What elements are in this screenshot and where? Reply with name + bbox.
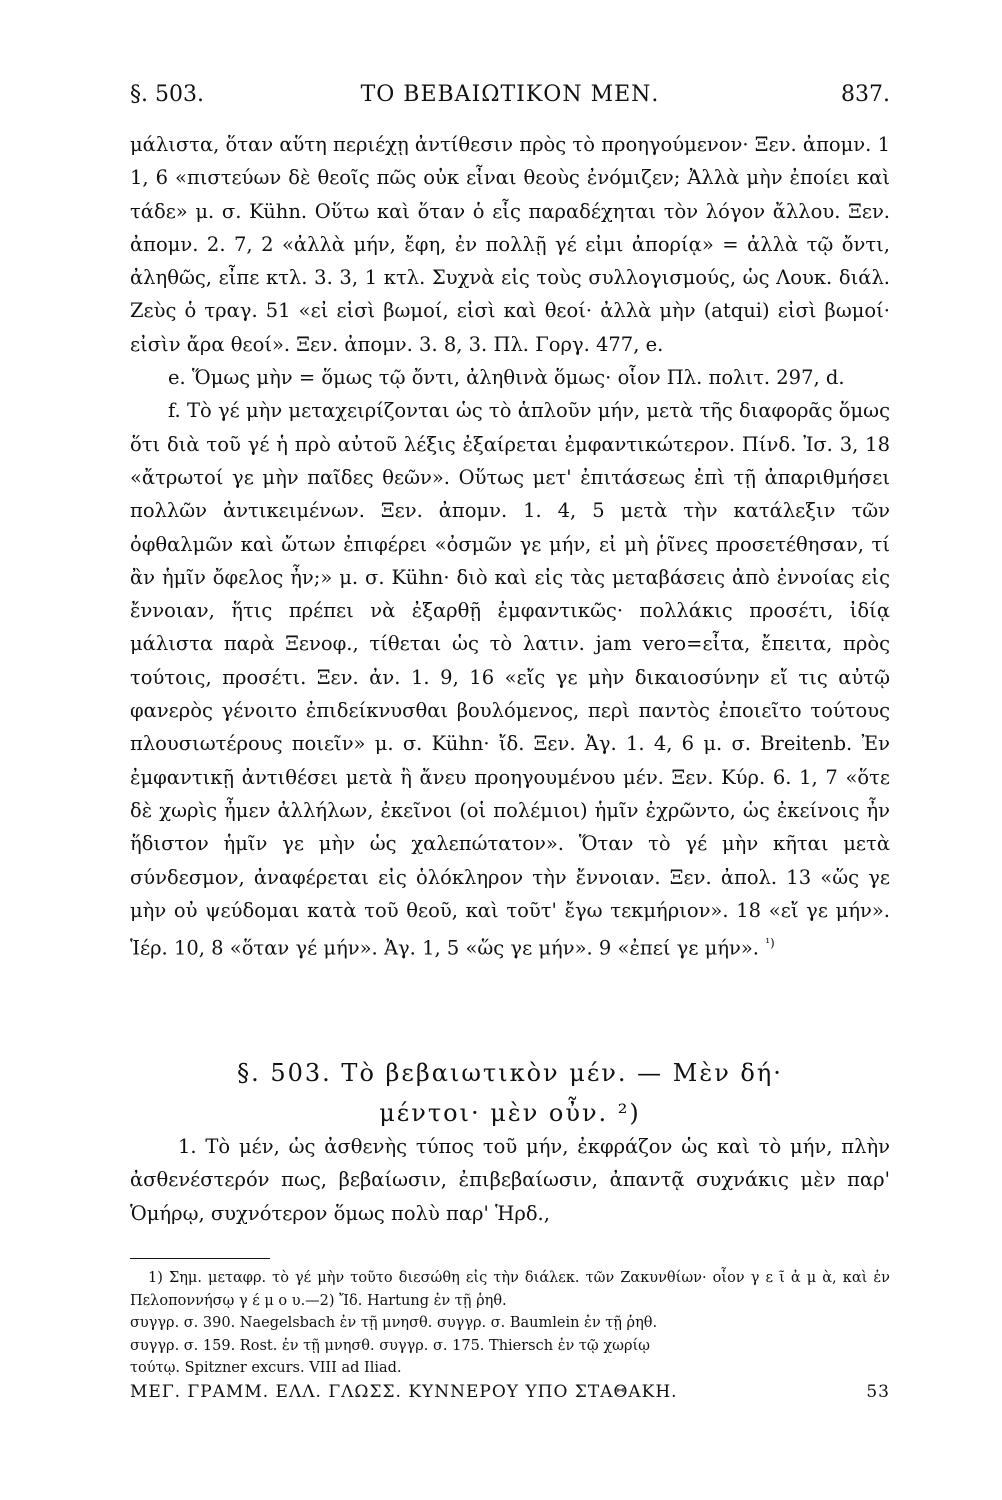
section-heading-line-1: §. 503. Τὸ βεβαιωτικὸν μέν. — Μὲν δή·	[237, 1059, 783, 1087]
header-section-number: §. 503.	[130, 82, 204, 107]
section-heading	[130, 1053, 890, 1133]
page-number: 837.	[841, 82, 890, 107]
footer-signature: ΜΕΓ. ΓΡΑΜΜ. ΕΛΛ. ΓΛΩΣΣ. ΚΥΝΝΕΡΟΥ ΥΠΟ ΣΤΑΘΑΚΗ.	[130, 1382, 678, 1402]
page-footer	[130, 1382, 890, 1412]
footnote-marker: ¹)	[765, 936, 775, 951]
paragraph-e: e. Ὅμως μὴν = ὅμως τῷ ὄντι, ἀληθινὰ ὅμως· οἷον Πλ. πολιτ. 297, d.	[168, 366, 845, 390]
sheet-number: 53	[866, 1382, 890, 1402]
section-paragraph-1: 1. Τὸ μέν, ὡς ἀσθενὴς τύπος τοῦ μήν, ἐκφράζον ὡς καὶ τὸ μήν, πλὴν ἀσθενέστερόν πως, βεβαίωσιν, ἐπιβεβαίωσιν, ἀπαντᾷ συχνάκις μὲν παρ' Ὁμήρῳ, συχνότερον ὅμως πολὺ παρ' Ἡρδ.,	[130, 1135, 890, 1225]
paragraph-f-text: f. Τὸ γέ μὴν μεταχειρίζονται ὡς τὸ ἁπλοῦν μήν, μετὰ τῆς διαφορᾶς ὅμως ὅτι διὰ τοῦ γέ ἡ πρὸ αὐτοῦ λέξις ἐξαίρεται ἐμφαντικώτερον. Πίνδ. Ἰσ. 3, 18 «ἄτρωτοί γε μὴν παῖδες θεῶν». Οὕτως μετ' ἐπιτάσεως ἐπὶ τῇ ἀπαριθμήσει πολλῶν ἀντικειμένων. Ξεν. ἀπομν. 1. 4, 5 μετὰ τὴν κατάλεξιν τῶν ὀφθαλμῶν καὶ ὤτων ἐπιφέρει «ὀσμῶν γε μήν, εἰ μὴ ῥῖνες προσετέθησαν, τί ἂν ἡμῖν ὄφελος ἦν;» μ. σ. Kühn· διὸ καὶ εἰς τὰς μεταβάσεις ἀπὸ ἐννοίας εἰς ἔννοιαν, ἥτις πρέπει νὰ ἐξαρθῇ ἐμφαντικῶς· πολλάκις προσέτι, ἰδίᾳ μάλιστα παρὰ Ξενοφ., τίθεται ὡς τὸ λατιν. jam vero=εἶτα, ἔπειτα, πρὸς τούτοις, προσέτι. Ξεν. ἀν. 1. 9, 16 «εἴς γε μὴν δικαιοσύνην εἴ τις αὐτῷ φανερὸς γένοιτο ἐπιδείκνυσθαι βουλόμενος, περὶ παντὸς ἐποιεῖτο τούτους πλουσιωτέρους ποιεῖν» μ. σ. Kühn· ἴδ. Ξεν. Ἀγ. 1. 4, 6 μ. σ. Breitenb. Ἐν ἐμφαντικῇ ἀντιθέσει μετὰ ἢ ἄνευ προηγουμένου μέν. Ξεν. Κύρ. 6. 1, 7 «ὅτε δὲ χωρὶς ἦμεν ἀλλήλων, ἐκεῖνοι (οἱ πολέμιοι) ἡμῖν ἐχρῶντο, ὡς ἐκείνοις ἦν ἥδιστον ἡμῖν γε μὴν ὡς χαλεπώτατον». Ὅταν τὸ γέ μὴν κῆται μετὰ σύνδεσμον, ἀναφέρεται εἰς ὁλόκληρον τὴν ἔννοιαν. Ξεν. ἀπολ. 13 «ὥς γε μὴν οὐ ψεύδομαι κατὰ τοῦ θεοῦ, καὶ τοῦτ' ἔγω τεκμήριον». 18 «εἴ γε μήν». Ἱέρ. 10, 8 «ὅταν γέ μήν». Ἀγ. 1, 5 «ὥς γε μήν». 9 «ἐπεί γε μήν».	[130, 399, 890, 960]
running-header	[130, 82, 890, 122]
main-text-block	[130, 128, 890, 965]
footnote-rule	[130, 1258, 270, 1259]
footnote-line-4: τούτῳ. Spitzner excurs. VIII ad Iliad.	[130, 1360, 402, 1376]
footnotes	[130, 1267, 890, 1380]
footnote-line-2: συγγρ. σ. 390. Naegelsbach ἐν τῇ μνησθ. συγγρ. σ. Baumlein ἐν τῇ ῥηθ.	[130, 1315, 658, 1331]
section-text-block	[130, 1130, 890, 1230]
section-heading-line-2: μέντοι· μὲν οὖν. ²)	[379, 1099, 641, 1127]
paragraph-f	[130, 394, 890, 965]
header-title: ΤΟ ΒΕΒΑΙΩΤΙΚΟΝ ΜΕΝ.	[360, 82, 660, 107]
footnote-line-3: συγγρ. σ. 159. Rost. ἐν τῇ μνησθ. συγγρ. σ. 175. Thiersch ἐν τῷ χωρίῳ	[130, 1337, 650, 1354]
paragraph-main: μάλιστα, ὅταν αὕτη περιέχῃ ἀντίθεσιν πρὸς τὸ προηγούμενον· Ξεν. ἀπομν. 1 1, 6 «πιστεύων δὲ θεοῖς πῶς οὐκ εἶναι θεοὺς ἐνόμιζεν; Ἀλλὰ μὴν ἐποίει καὶ τάδε» μ. σ. Kühn. Οὕτω καὶ ὅταν ὁ εἷς παραδέχηται τὸν λόγον ἄλλου. Ξεν. ἀπομν. 2. 7, 2 «ἀλλὰ μήν, ἔφη, ἐν πολλῇ γέ εἰμι ἀπορίᾳ» = ἀλλὰ τῷ ὄντι, ἀληθῶς, εἶπε κτλ. 3. 3, 1 κτλ. Συχνὰ εἰς τοὺς συλλογισμούς, ὡς Λουκ. διάλ. Ζεὺς ὁ τραγ. 51 «εἰ εἰσὶ βωμοί, εἰσὶ καὶ θεοί· ἀλλὰ μὴν (atqui) εἰσὶ βωμοί· εἰσὶν ἄρα θεοί». Ξεν. ἀπομν. 3. 8, 3. Πλ. Γοργ. 477, e.	[130, 133, 890, 356]
footnote-line-1: 1) Σημ. μεταφρ. τὸ γέ μὴν τοῦτο διεσώθη εἰς τὴν διάλεκ. τῶν Ζακυνθίων· οἷον γ ε ῖ ἀ μ ὰ, καὶ ἐν Πελοποννήσῳ γ έ μ ο υ.—2) Ἴδ. Hartung ἐν τῇ ῥηθ.	[130, 1270, 890, 1309]
